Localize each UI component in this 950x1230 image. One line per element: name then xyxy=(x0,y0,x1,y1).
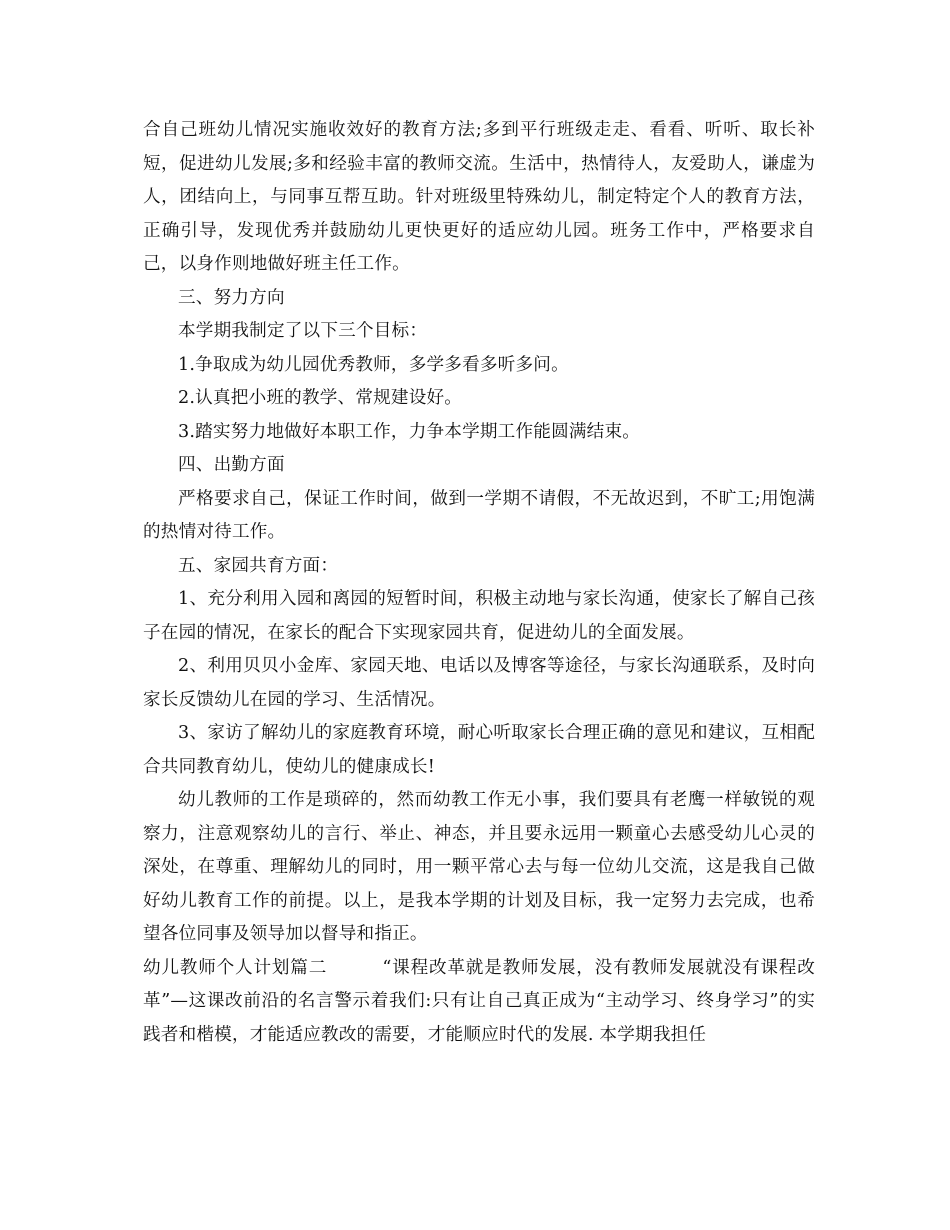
home-school-item-1: 1、充分利用入园和离园的短暂时间，积极主动地与家长沟通，使家长了解自己孩子在园的情况，在家长的配合下实现家园共育，促进幼儿的全面发展。 xyxy=(143,589,815,643)
paragraph-attendance: 严格要求自己，保证工作时间，做到一学期不请假，不无故迟到，不旷工;用饱满的热情对待工作。 xyxy=(143,488,815,542)
goal-item-2: 2.认真把小班的教学、常规建设好。 xyxy=(178,388,463,408)
document-body xyxy=(143,114,815,1052)
home-school-item-3: 3、家访了解幼儿的家庭教育环境，耐心听取家长合理正确的意见和建议，互相配合共同教育幼儿，使幼儿的健康成长! xyxy=(143,723,815,777)
paragraph-goals-intro: 本学期我制定了以下三个目标： xyxy=(178,321,428,341)
paragraph-conclusion: 幼儿教师的工作是琐碎的，然而幼教工作无小事，我们要具有老鹰一样敏锐的观察力，注意观察幼儿的言行、举止、神态，并且要永远用一颗童心去感受幼儿心灵的深处，在尊重、理解幼儿的同时，用一颗平常心去与每一位幼儿交流，这是我自己做好幼儿教育工作的前提。以上，是我本学期的计划及目标，我一定努力去完成，也希望各位同事及领导加以督导和指正。 xyxy=(143,790,815,944)
goal-item-1: 1.争取成为幼儿园优秀教师，多学多看多听多问。 xyxy=(178,354,569,375)
section-heading-home-school: 五、家园共育方面： xyxy=(178,555,339,576)
paragraph-intro-continued: 合自己班幼儿情况实施收效好的教育方法;多到平行班级走走、看看、听听、取长补短，促进幼儿发展;多和经验丰富的教师交流。生活中，热情待人，友爱助人，谦虚为人，团结向上，与同事互帮互助。针对班级里特殊幼儿，制定特定个人的教育方法，正确引导，发现优秀并鼓励幼儿更快更好的适应幼儿园。班务工作中，严格要求自己，以身作则地做好班主任工作。 xyxy=(143,120,815,274)
goal-item-3: 3.踏实努力地做好本职工作，力争本学期工作能圆满结束。 xyxy=(178,421,641,442)
home-school-item-2: 2、利用贝贝小金库、家园天地、电话以及博客等途径，与家长沟通联系，及时向家长反馈幼儿在园的学习、生活情况。 xyxy=(143,656,815,710)
paragraph-plan-two-start: 幼儿教师个人计划篇二 “课程改革就是教师发展，没有教师发展就没有课程改革”—这课改前沿的名言警示着我们:只有让自己真正成为“主动学习、终身学习”的实践者和楷模，才能适应教改的需要，才能顺应时代的发展. 本学期我担任 xyxy=(143,957,815,1045)
section-heading-attendance: 四、出勤方面 xyxy=(178,455,285,475)
section-heading-effort-direction: 三、努力方向 xyxy=(178,287,285,308)
